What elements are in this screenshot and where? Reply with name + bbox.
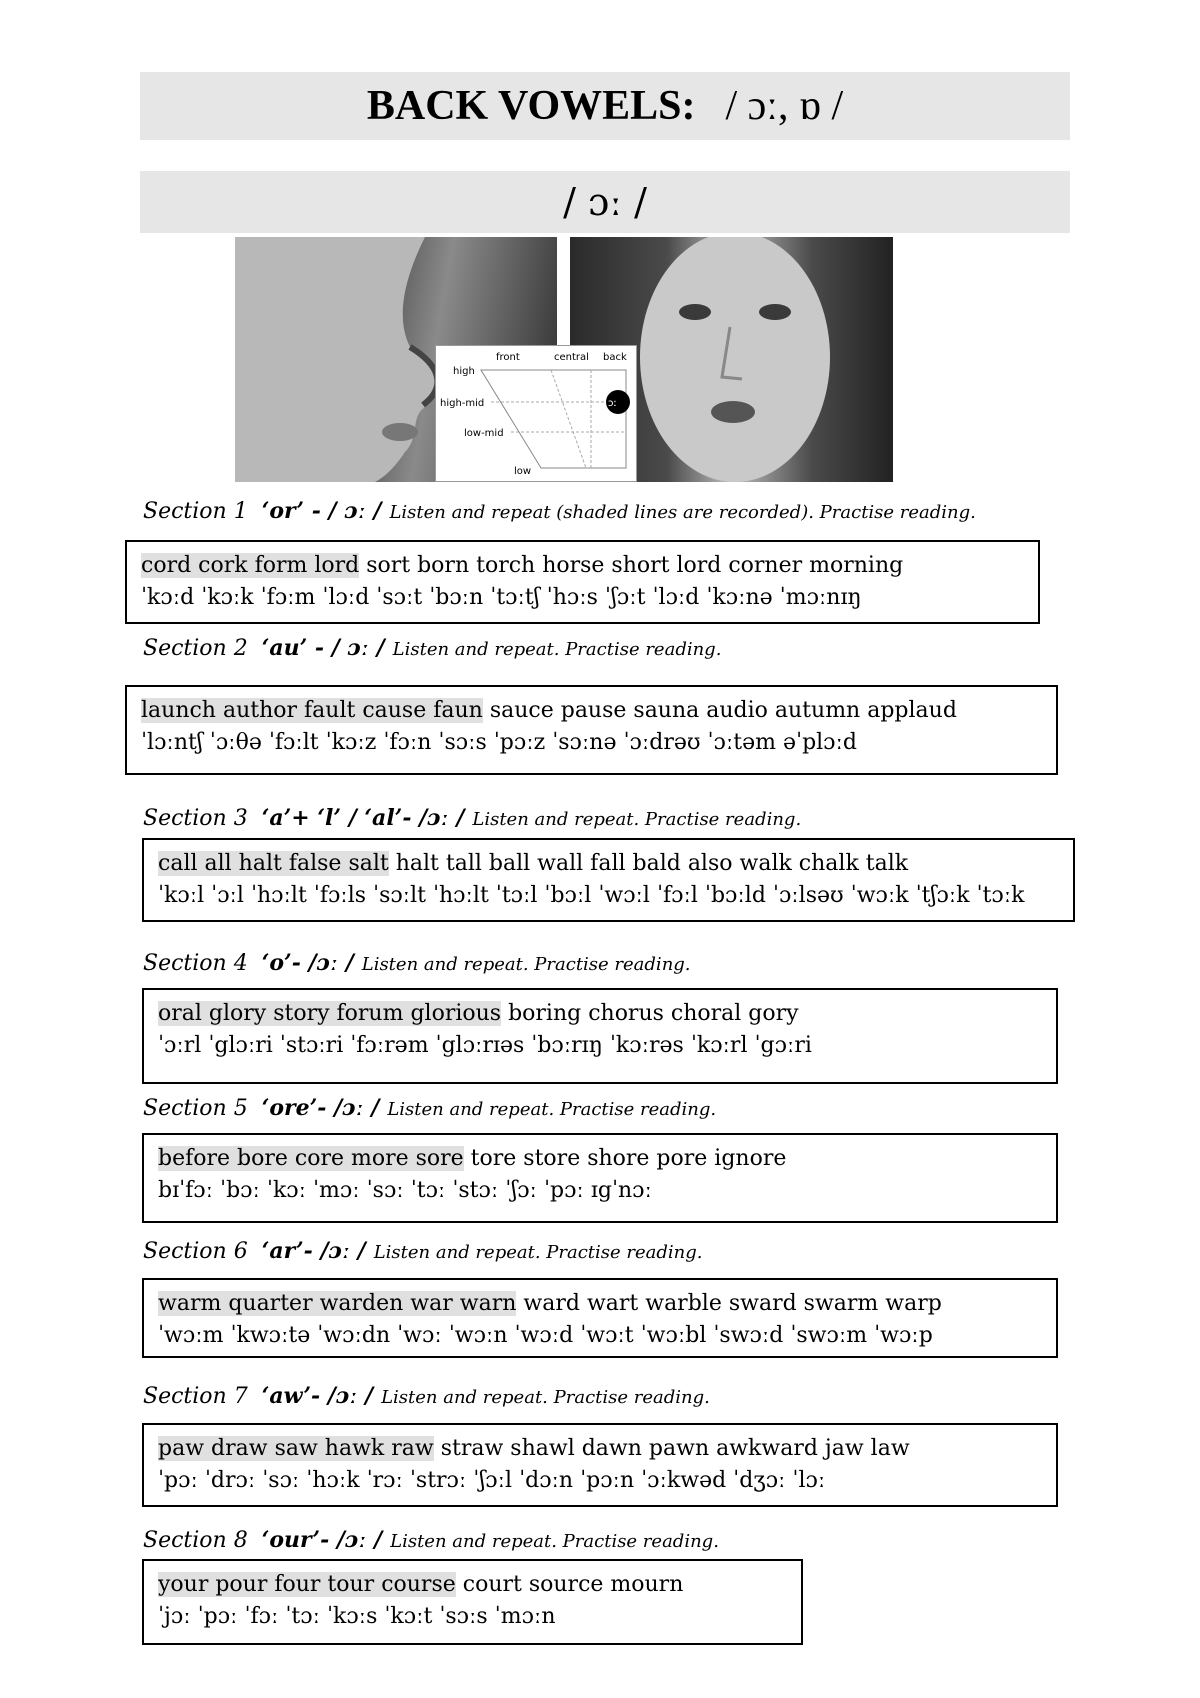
- practice-words: ward wart warble sward swarm warp: [516, 1291, 942, 1316]
- section-instruction: Listen and repeat. Practise reading.: [361, 954, 691, 975]
- chart-front-label: front: [496, 352, 520, 363]
- recorded-words: paw draw saw hawk raw: [158, 1436, 434, 1461]
- section-spelling: ‘au’ - / ɔː /: [261, 635, 385, 661]
- vowel-marker-label: ɔː: [608, 398, 617, 409]
- ipa-line: ˈpɔː ˈdrɔː ˈsɔː ˈhɔːk ˈrɔː ˈstrɔː ˈʃɔːl ˈdɔːn ˈpɔːn ˈɔːkwəd ˈdʒɔː ˈlɔː: [158, 1468, 826, 1493]
- chart-central-label: central: [554, 352, 589, 363]
- section-label: Section 3: [143, 806, 248, 831]
- ipa-line: ˈkɔːd ˈkɔːk ˈfɔːm ˈlɔːd ˈsɔːt ˈbɔːn ˈtɔːtʃ ˈhɔːs ˈʃɔːt ˈlɔːd ˈkɔːnə ˈmɔːnɪŋ: [141, 585, 862, 610]
- practice-words: halt tall ball wall fall bald also walk chalk talk: [388, 851, 909, 876]
- page-title: [140, 72, 1070, 140]
- recorded-words: cord cork form lord: [141, 553, 360, 578]
- section-instruction: Listen and repeat. Practise reading.: [381, 1387, 710, 1408]
- section-instruction: Listen and repeat. Practise reading.: [392, 639, 722, 660]
- page-title-text: BACK VOWELS:: [366, 83, 696, 129]
- chart-high-label: high: [453, 366, 475, 377]
- section-4-heading: [143, 950, 691, 976]
- section-5-heading: [143, 1095, 716, 1121]
- chart-high-mid-label: high-mid: [440, 398, 485, 409]
- ipa-line: bɪˈfɔː ˈbɔː ˈkɔː ˈmɔː ˈsɔː ˈtɔː ˈstɔː ˈʃɔː ˈpɔː ɪgˈnɔː: [158, 1178, 652, 1203]
- vowel-chart: [435, 345, 637, 482]
- section-label: Section 8: [143, 1528, 248, 1553]
- ipa-line: ˈlɔːntʃ ˈɔːθə ˈfɔːlt ˈkɔːz ˈfɔːn ˈsɔːs ˈpɔːz ˈsɔːnə ˈɔːdrəʊ ˈɔːtəm əˈplɔːd: [141, 730, 857, 755]
- section-2-box: [125, 685, 1058, 775]
- section-1-heading: [143, 498, 976, 524]
- section-instruction: Listen and repeat. Practise reading.: [472, 809, 802, 830]
- practice-words: boring chorus choral gory: [501, 1001, 799, 1026]
- recorded-words: before bore core more sore: [158, 1146, 464, 1171]
- section-spelling: ‘aw’- /ɔː /: [261, 1383, 374, 1409]
- word-line: [158, 1433, 1042, 1465]
- section-instruction: Listen and repeat (shaded lines are recorded). Practise reading.: [389, 502, 976, 523]
- section-spelling: ‘o’- /ɔː /: [261, 950, 354, 976]
- section-spelling: ‘a’+ ‘l’ / ‘al’- /ɔː /: [261, 805, 465, 831]
- section-label: Section 6: [143, 1239, 248, 1264]
- section-instruction: Listen and repeat. Practise reading.: [373, 1242, 703, 1263]
- section-5-box: [142, 1133, 1058, 1223]
- recorded-words: oral glory story forum glorious: [158, 1001, 502, 1026]
- recorded-words: launch author fault cause faun: [141, 698, 483, 723]
- recorded-words: call all halt false salt: [158, 851, 389, 876]
- section-7-heading: [143, 1383, 710, 1409]
- ipa-line: ˈjɔː ˈpɔː ˈfɔː ˈtɔː ˈkɔːs ˈkɔːt ˈsɔːs ˈmɔːn: [158, 1604, 556, 1629]
- section-label: Section 7: [143, 1384, 248, 1409]
- practice-words: court source mourn: [455, 1572, 684, 1597]
- section-8-box: [142, 1559, 803, 1645]
- word-line: [158, 848, 1059, 880]
- ipa-line: ˈwɔːm ˈkwɔːtə ˈwɔːdn ˈwɔː ˈwɔːn ˈwɔːd ˈwɔːt ˈwɔːbl ˈswɔːd ˈswɔːm ˈwɔːp: [158, 1323, 933, 1348]
- section-2-heading: [143, 635, 721, 661]
- practice-words: sauce pause sauna audio autumn applaud: [482, 698, 957, 723]
- section-spelling: ‘ore’- /ɔː /: [261, 1095, 380, 1121]
- word-line: [158, 998, 1042, 1030]
- ipa-line: ˈɔːrl ˈglɔːri ˈstɔːri ˈfɔːrəm ˈglɔːrɪəs ˈbɔːrɪŋ ˈkɔːrəs ˈkɔːrl ˈgɔːri: [158, 1033, 812, 1058]
- section-spelling: ‘or’ - / ɔː /: [261, 498, 382, 524]
- practice-words: tore store shore pore ignore: [463, 1146, 787, 1171]
- section-spelling: ‘ar’- /ɔː /: [261, 1238, 366, 1264]
- chart-back-label: back: [603, 352, 627, 363]
- practice-words: sort born torch horse short lord corner morning: [359, 553, 904, 578]
- section-spelling: ‘our’- /ɔː /: [261, 1527, 383, 1553]
- vowel-subtitle: / ɔː /: [140, 171, 1070, 233]
- section-6-box: [142, 1278, 1058, 1358]
- section-8-heading: [143, 1527, 719, 1553]
- word-line: [158, 1569, 787, 1601]
- practice-words: straw shawl dawn pawn awkward jaw law: [433, 1436, 910, 1461]
- section-6-heading: [143, 1238, 703, 1264]
- recorded-words: your pour four tour course: [158, 1572, 456, 1597]
- section-label: Section 5: [143, 1096, 248, 1121]
- word-line: [158, 1143, 1042, 1175]
- section-1-box: [125, 540, 1040, 624]
- page-title-ipa: / ɔː, ɒ /: [725, 83, 844, 129]
- recorded-words: warm quarter warden war warn: [158, 1291, 517, 1316]
- ipa-line: ˈkɔːl ˈɔːl ˈhɔːlt ˈfɔːls ˈsɔːlt ˈhɔːlt ˈtɔːl ˈbɔːl ˈwɔːl ˈfɔːl ˈbɔːld ˈɔːlsəʊ ˈwɔːk ˈtʃɔːk ˈtɔːk: [158, 883, 1025, 908]
- section-instruction: Listen and repeat. Practise reading.: [390, 1531, 719, 1552]
- section-3-heading: [143, 805, 801, 831]
- word-line: [158, 1288, 1042, 1320]
- section-4-box: [142, 988, 1058, 1084]
- section-label: Section 1: [143, 499, 248, 524]
- section-instruction: Listen and repeat. Practise reading.: [387, 1099, 717, 1120]
- section-7-box: [142, 1423, 1058, 1507]
- chart-low-mid-label: low-mid: [464, 428, 504, 439]
- section-3-box: [142, 838, 1075, 922]
- section-label: Section 2: [143, 636, 248, 661]
- word-line: [141, 550, 1024, 582]
- section-label: Section 4: [143, 951, 248, 976]
- chart-low-label: low: [514, 466, 532, 477]
- word-line: [141, 695, 1042, 727]
